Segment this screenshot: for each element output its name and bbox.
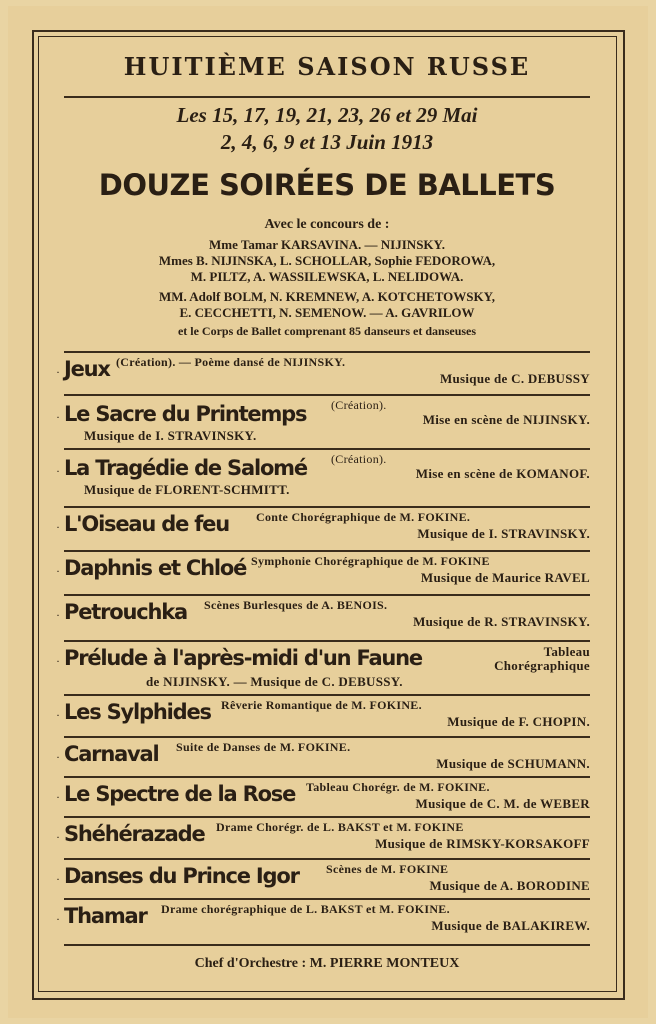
ballet-music: Musique de F. CHOPIN. <box>447 714 590 729</box>
ballet-title: Carnaval <box>64 742 159 766</box>
divider <box>64 394 590 396</box>
divider <box>64 96 590 98</box>
ballet-note: Tableau <box>543 644 590 659</box>
divider <box>64 448 590 450</box>
bullet: · <box>56 790 60 804</box>
ballet-description: Conte Chorégraphique de M. FOKINE. <box>256 510 471 524</box>
ballet-music: Musique de I. STRAVINSKY. <box>417 526 590 541</box>
ballet-title: Le Sacre du Printemps <box>64 402 307 426</box>
ballet-title: Les Sylphides <box>64 700 211 724</box>
bullet: · <box>56 564 60 578</box>
ballet-description: Drame Chorégr. de L. BAKST et M. FOKINE <box>216 820 464 834</box>
divider <box>64 898 590 900</box>
divider <box>64 944 590 946</box>
ballet-music: Musique de BALAKIREW. <box>431 918 590 933</box>
divider <box>64 640 590 642</box>
bullet: · <box>56 365 60 379</box>
ballet-music: Musique de RIMSKY-KORSAKOFF <box>375 836 590 851</box>
ballet-title: Petrouchka <box>64 600 187 624</box>
ballet-description: Mise en scène de NIJINSKY. <box>422 412 590 427</box>
ballet-description: Scènes Burlesques de A. BENOIS. <box>204 598 388 612</box>
ballet-description: Chorégraphique <box>494 658 590 673</box>
ballet-title: Thamar <box>64 904 147 928</box>
bullet: · <box>56 750 60 764</box>
cast-line: M. PILTZ, A. WASSILEWSKA, L. NELIDOWA. <box>190 269 464 284</box>
ballet-description: Rêverie Romantique de M. FOKINE. <box>221 698 422 712</box>
season-title: HUITIÈME SAISON RUSSE <box>123 52 531 81</box>
cast-line: E. CECCHETTI, N. SEMENOW. — A. GAVRILOW <box>179 305 475 320</box>
ballet-title: Daphnis et Chloé <box>64 556 247 580</box>
ballet-music: Musique de R. STRAVINSKY. <box>413 614 590 629</box>
bullet: · <box>56 520 60 534</box>
divider <box>64 351 590 353</box>
cast-line: Mmes B. NIJINSKA, L. SCHOLLAR, Sophie FEDOROWA, <box>158 253 496 268</box>
ballet-music: Musique de I. STRAVINSKY. <box>84 428 257 443</box>
ballet-title: Shéhérazade <box>64 822 205 846</box>
divider <box>64 550 590 552</box>
bullet: · <box>56 872 60 886</box>
ballet-music: Musique de Maurice RAVEL <box>420 570 590 585</box>
cast-line: MM. Adolf BOLM, N. KREMNEW, A. KOTCHETOWSKY, <box>158 289 496 304</box>
ballet-title: Jeux <box>64 357 110 381</box>
divider <box>64 736 590 738</box>
cast-line: et le Corps de Ballet comprenant 85 danseurs et danseuses <box>177 324 477 338</box>
ballet-title: Prélude à l'après-midi d'un Faune <box>64 646 422 670</box>
ballet-music: Musique de C. M. de WEBER <box>415 796 590 811</box>
divider <box>64 694 590 696</box>
ballet-music: Musique de SCHUMANN. <box>436 756 590 771</box>
ballet-music: Musique de C. DEBUSSY <box>439 371 590 386</box>
conductor: Chef d'Orchestre : M. PIERRE MONTEUX <box>194 956 460 971</box>
cast-intro: Avec le concours de : <box>264 217 390 232</box>
ballet-title: L'Oiseau de feu <box>64 512 229 536</box>
cast-line: Mme Tamar KARSAVINA. — NIJINSKY. <box>209 237 445 252</box>
ballet-note: (Création). <box>331 452 387 466</box>
divider <box>64 776 590 778</box>
bullet: · <box>56 410 60 424</box>
ballet-description: Mise en scène de KOMANOF. <box>415 466 590 481</box>
ballet-music: Musique de A. BORODINE <box>429 878 590 893</box>
divider <box>64 506 590 508</box>
ballet-description: Symphonie Chorégraphique de M. FOKINE <box>251 554 490 568</box>
bullet: · <box>56 830 60 844</box>
bullet: · <box>56 654 60 668</box>
ballet-description: (Création). — Poème dansé de NIJINSKY. <box>116 355 346 369</box>
divider <box>64 858 590 860</box>
divider <box>64 816 590 818</box>
ballet-music: de NIJINSKY. — Musique de C. DEBUSSY. <box>146 674 403 689</box>
program-subtitle: DOUZE SOIRÉES DE BALLETS <box>98 168 556 202</box>
dates-june: 2, 4, 6, 9 et 13 Juin 1913 <box>220 130 434 154</box>
bullet: · <box>56 912 60 926</box>
ballet-note: (Création). <box>331 398 387 412</box>
bullet: · <box>56 464 60 478</box>
ballet-description: Suite de Danses de M. FOKINE. <box>176 740 351 754</box>
ballet-title: Danses du Prince Igor <box>64 864 299 888</box>
ballet-description: Scènes de M. FOKINE <box>326 862 449 876</box>
divider <box>64 594 590 596</box>
ballet-title: La Tragédie de Salomé <box>64 456 307 480</box>
ballet-description: Drame chorégraphique de L. BAKST et M. FOKINE. <box>161 902 450 916</box>
bullet: · <box>56 608 60 622</box>
dates-may: Les 15, 17, 19, 21, 23, 26 et 29 Mai <box>176 103 478 127</box>
ballet-description: Tableau Chorégr. de M. FOKINE. <box>306 780 490 794</box>
bullet: · <box>56 708 60 722</box>
ballet-music: Musique de FLORENT-SCHMITT. <box>84 482 290 497</box>
ballet-title: Le Spectre de la Rose <box>64 782 296 806</box>
